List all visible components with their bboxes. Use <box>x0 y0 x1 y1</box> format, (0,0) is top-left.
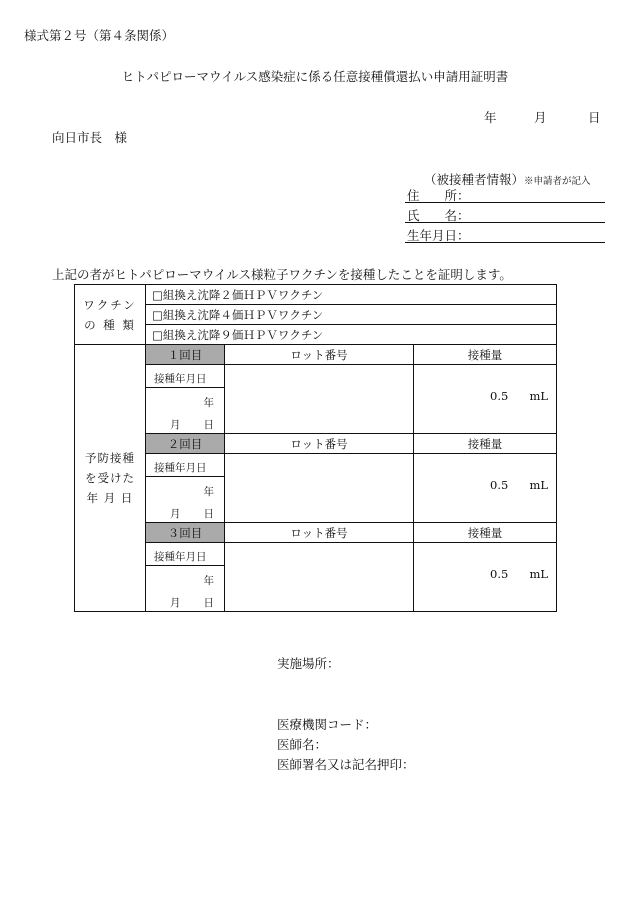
issue-date-day: 日 <box>588 110 601 125</box>
dose-2-year: 年 <box>203 486 214 498</box>
name-field[interactable] <box>405 206 605 223</box>
dose-2-lot-cell[interactable] <box>225 454 414 523</box>
dose-2-date-cell[interactable] <box>146 454 225 523</box>
dose-1-amount-cell <box>414 365 557 434</box>
dose-3-date-label: 接種年月日 <box>154 551 207 563</box>
facility-code-label: 医療機関コード： <box>277 717 378 732</box>
address-field[interactable] <box>405 186 605 203</box>
dose-2-amount: 0.5 <box>490 478 509 492</box>
issue-date <box>484 108 604 124</box>
dose-2-amount-header: 接種量 <box>414 434 557 454</box>
dose-1-day: 日 <box>203 419 214 431</box>
dose-1-header: １回目 <box>146 345 225 365</box>
vaccine-option-4valent[interactable]: □組換え沈降４価ＨＰＶワクチン <box>146 305 557 325</box>
dose-2-date-label: 接種年月日 <box>154 462 207 474</box>
birthdate-field[interactable] <box>405 226 605 243</box>
dose-3-date-cell[interactable] <box>146 543 225 612</box>
recipient-note: ※申請者が記入 <box>524 176 591 187</box>
dose-1-amount-header: 接種量 <box>414 345 557 365</box>
dose-2-amount-cell <box>414 454 557 523</box>
dose-1-date-cell[interactable] <box>146 365 225 434</box>
dose-2-lot-header: ロット番号 <box>225 434 414 454</box>
vaccine-type-label-line2: の 種 類 <box>84 317 136 332</box>
dose-3-unit: mL <box>529 567 549 581</box>
name-label: 氏 名： <box>407 208 470 223</box>
dose-3-amount-cell <box>414 543 557 612</box>
dose-3-lot-cell[interactable] <box>225 543 414 612</box>
dose-3-day: 日 <box>203 597 214 609</box>
dose-1-date-label: 接種年月日 <box>154 373 207 385</box>
vaccine-option-2valent[interactable]: □組換え沈降２価ＨＰＶワクチン <box>146 285 557 305</box>
dose-3-year: 年 <box>203 575 214 587</box>
vaccination-date-label-line3: 年 月 日 <box>86 491 134 505</box>
document-title: ヒトパピローマウイルス感染症に係る任意接種償還払い申請用証明書 <box>121 69 509 84</box>
vaccination-date-label <box>75 345 146 612</box>
address-label: 住 所： <box>407 188 470 203</box>
vaccine-option-9valent[interactable]: □組換え沈降９価ＨＰＶワクチン <box>146 325 557 345</box>
certification-statement: 上記の者がヒトパピローマウイルス様粒子ワクチンを接種したことを証明します。 <box>52 267 512 282</box>
certification-table <box>74 284 557 612</box>
dose-2-day: 日 <box>203 508 214 520</box>
dose-3-amount: 0.5 <box>490 567 509 581</box>
vaccination-date-label-line2: を受けた <box>85 471 135 485</box>
birthdate-label: 生年月日： <box>407 228 470 243</box>
dose-1-amount: 0.5 <box>490 389 509 403</box>
issue-date-month: 月 <box>534 110 547 125</box>
dose-1-month: 月 <box>170 419 181 431</box>
doctor-name-label: 医師名： <box>277 737 328 752</box>
recipient-heading-label: （被接種者情報） <box>424 172 525 187</box>
dose-3-header: ３回目 <box>146 523 225 543</box>
dose-1-lot-header: ロット番号 <box>225 345 414 365</box>
dose-1-unit: mL <box>529 389 549 403</box>
dose-3-month: 月 <box>170 597 181 609</box>
vaccine-type-label <box>75 285 146 345</box>
issue-date-year: 年 <box>484 110 497 125</box>
dose-2-unit: mL <box>529 478 549 492</box>
doctor-signature-label: 医師署名又は記名押印： <box>277 757 415 772</box>
dose-2-header: ２回目 <box>146 434 225 454</box>
vaccine-type-label-line1: ワクチン <box>83 297 137 312</box>
form-number: 様式第２号（第４条関係） <box>24 28 175 43</box>
dose-1-lot-cell[interactable] <box>225 365 414 434</box>
facility-place-label: 実施場所： <box>277 656 340 671</box>
vaccination-date-label-line1: 予防接種 <box>85 451 135 465</box>
dose-2-month: 月 <box>170 508 181 520</box>
dose-3-amount-header: 接種量 <box>414 523 557 543</box>
dose-1-year: 年 <box>203 397 214 409</box>
dose-3-lot-header: ロット番号 <box>225 523 414 543</box>
addressee: 向日市長 様 <box>52 130 128 145</box>
